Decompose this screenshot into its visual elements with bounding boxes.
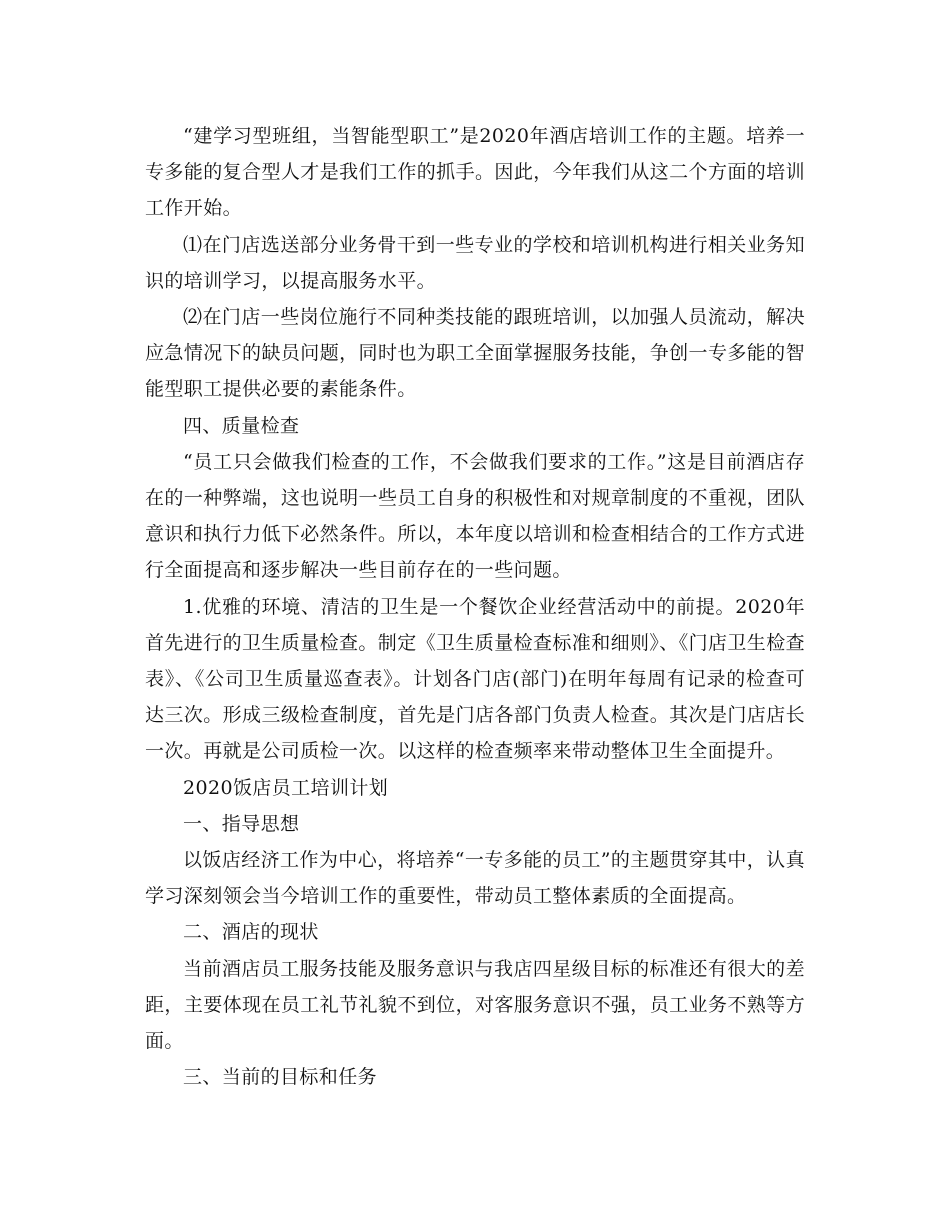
paragraph-current-status: 当前酒店员工服务技能及服务意识与我店四星级目标的标准还有很大的差距，主要体现在员工礼节礼貌不到位，对客服务意识不强，员工业务不熟等方面。 (145, 957, 805, 1053)
paragraph-guiding-idea: 以饭店经济工作为中心，将培养“一专多能的员工”的主题贯穿其中，认真学习深刻领会当今培训工作的重要性，带动员工整体素质的全面提高。 (145, 849, 805, 908)
paragraph-quality-intro: “员工只会做我们检查的工作，不会做我们要求的工作。”这是目前酒店存在的一种弊端，这也说明一些员工自身的积极性和对规章制度的不重视，团队意识和执行力低下必然条件。所以，本年度以培训和检查相结合的工作方式进行全面提高和逐步解决一些目前存在的一些问题。 (145, 450, 805, 582)
plan-title: 2020饭店员工培训计划 (183, 776, 389, 799)
section-heading-goals: 三、当前的目标和任务 (183, 1066, 378, 1089)
paragraph-item-1: ⑴在门店选送部分业务骨干到一些专业的学校和培训机构进行相关业务知识的培训学习，以提高服务水平。 (145, 233, 805, 292)
paragraph-hygiene-check: 1.优雅的环境、清洁的卫生是一个餐饮企业经营活动中的前提。2020年首先进行的卫生质量检查。制定《卫生质量检查标准和细则》、《门店卫生检查表》、《公司卫生质量巡查表》。计划各门店(部门)在明年每周有记录的检查可达三次。形成三级检查制度，首先是门店各部门负责人检查。其次是门店店长一次。再就是公司质检一次。以这样的检查频率来带动整体卫生全面提升。 (145, 595, 806, 763)
paragraph-item-2: ⑵在门店一些岗位施行不同种类技能的跟班培训，以加强人员流动，解决应急情况下的缺员问题，同时也为职工全面掌握服务技能，争创一专多能的智能型职工提供必要的素能条件。 (145, 306, 805, 401)
section-heading-current-status: 二、酒店的现状 (183, 921, 319, 944)
section-heading-guiding-idea: 一、指导思想 (183, 812, 300, 835)
paragraph-theme: “建学习型班组，当智能型职工”是2020年酒店培训工作的主题。培养一专多能的复合型人才是我们工作的抓手。因此，今年我们从这二个方面的培训工作开始。 (145, 125, 805, 220)
section-heading-quality-check: 四、质量检查 (183, 414, 300, 437)
document-body (145, 118, 805, 1095)
